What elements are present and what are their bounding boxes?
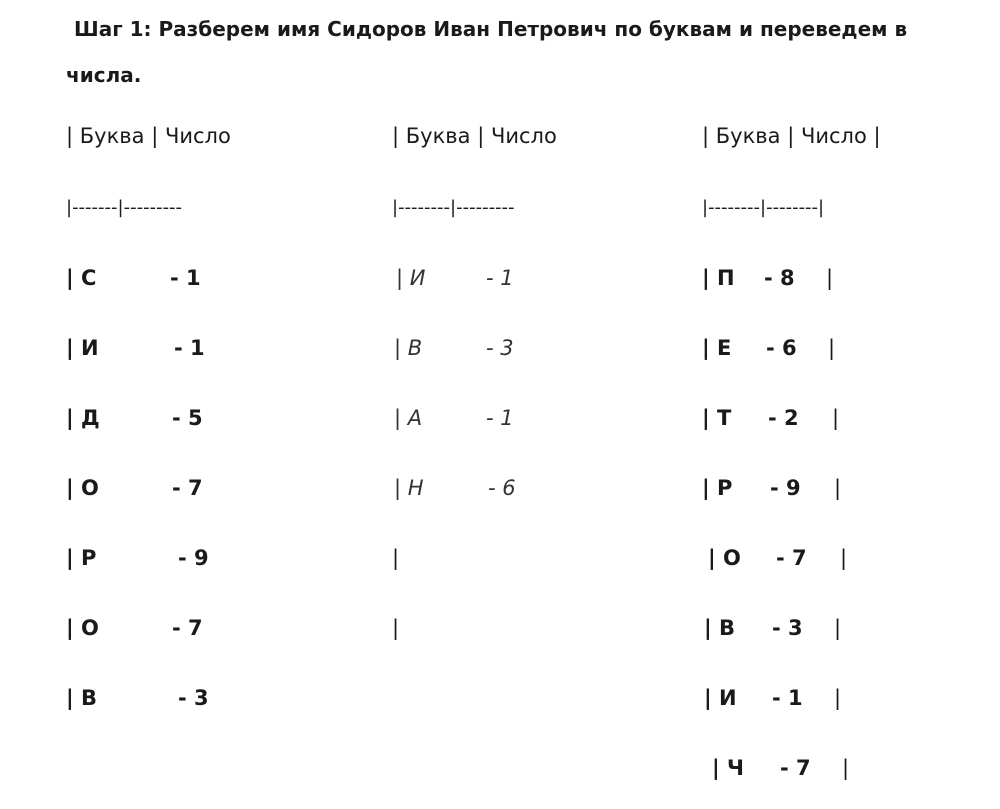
col1-row7-number: - 3	[178, 686, 209, 710]
col1-row5-letter: | Р	[66, 546, 97, 570]
col1-row7-letter: | В	[66, 686, 97, 710]
col2-row6-letter: |	[392, 616, 400, 640]
col3-separator: |--------|--------|	[702, 197, 825, 218]
col3-row6-letter: | В	[704, 616, 735, 640]
col2-row4-letter: | Н	[394, 476, 424, 500]
col3-row3-number: - 2	[768, 406, 799, 430]
col3-row2-number: - 6	[766, 336, 797, 360]
col3-row8-number: - 7	[780, 756, 811, 780]
col2-row1-number: - 1	[486, 266, 514, 290]
col1-header: | Буква | Число	[66, 124, 231, 148]
col1-row6-number: - 7	[172, 616, 203, 640]
col3-row8-end: |	[842, 756, 850, 780]
col2-row3-number: - 1	[486, 406, 514, 430]
col1-row1-number: - 1	[170, 266, 201, 290]
col2-row2-number: - 3	[486, 336, 514, 360]
col1-row3-number: - 5	[172, 406, 203, 430]
col2-row5-letter: |	[392, 546, 400, 570]
col1-row1-letter: | С	[66, 266, 97, 290]
col3-row7-end: |	[834, 686, 842, 710]
col3-row1-letter: | П	[702, 266, 735, 290]
col3-row2-end: |	[828, 336, 836, 360]
col1-row2-letter: | И	[66, 336, 99, 360]
col2-row3-letter: | А	[394, 406, 423, 430]
col2-row4-number: - 6	[488, 476, 516, 500]
col3-row8-letter: | Ч	[712, 756, 744, 780]
col3-row1-end: |	[826, 266, 834, 290]
col1-row3-letter: | Д	[66, 406, 100, 430]
col3-row4-number: - 9	[770, 476, 801, 500]
col1-row5-number: - 9	[178, 546, 209, 570]
col1-row4-number: - 7	[172, 476, 203, 500]
col3-row4-end: |	[834, 476, 842, 500]
col3-header: | Буква | Число |	[702, 124, 881, 148]
col1-row6-letter: | О	[66, 616, 99, 640]
col1-row4-letter: | О	[66, 476, 99, 500]
step-heading: Шаг 1: Разберем имя Сидоров Иван Петрович по буквам и переведем в числа.	[66, 17, 908, 87]
col2-row1-letter: | И	[396, 266, 426, 290]
col2-header: | Буква | Число	[392, 124, 557, 148]
col3-row1-number: - 8	[764, 266, 795, 290]
col3-row5-end: |	[840, 546, 848, 570]
col3-row2-letter: | Е	[702, 336, 732, 360]
col3-row4-letter: | Р	[702, 476, 733, 500]
col1-separator: |-------|---------	[66, 197, 183, 218]
col3-row6-number: - 3	[772, 616, 803, 640]
col3-row3-letter: | Т	[702, 406, 732, 430]
col2-separator: |--------|---------	[392, 197, 515, 218]
col3-row5-letter: | О	[708, 546, 741, 570]
col3-row7-number: - 1	[772, 686, 803, 710]
col3-row6-end: |	[834, 616, 842, 640]
col2-row2-letter: | В	[394, 336, 423, 360]
col3-row3-end: |	[832, 406, 840, 430]
col3-row5-number: - 7	[776, 546, 807, 570]
col1-row2-number: - 1	[174, 336, 205, 360]
col3-row7-letter: | И	[704, 686, 737, 710]
